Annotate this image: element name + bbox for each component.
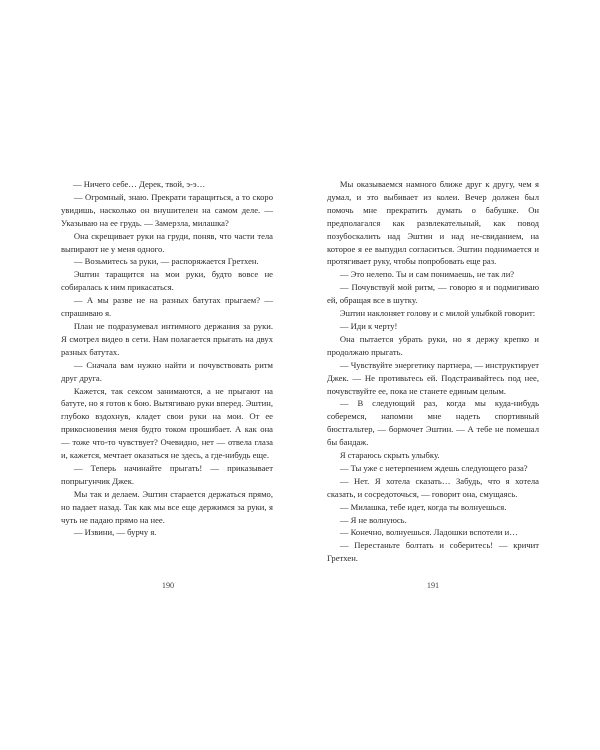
paragraph: — Нет. Я хотела сказать… Забудь, что я хотела сказать, и сосредоточься, — говорит она, смущаясь. <box>327 475 539 499</box>
paragraph: Я стараюсь скрыть улыбку. <box>339 450 440 461</box>
paragraph: Она пытается убрать руки, но я держу крепко и продолжаю прыгать. <box>327 333 539 357</box>
paragraph: — Ничего себе… Дерек, твой, э-э… <box>73 179 206 189</box>
paragraph: — Огромный, знаю. Прекрати таращиться, а то скоро увидишь, насколько он внушителен на самом деле. — Указываю на ее грудь. — Замерзла, милашка? <box>61 191 273 228</box>
paragraph: — Иди к черту! <box>339 320 398 331</box>
paragraph: Она скрещивает руки на груди, поняв, что части тела выпирают не у меня одного. <box>61 230 273 254</box>
left-page-number: 190 <box>161 581 175 590</box>
paragraph: — Возьмитесь за руки, — распоряжается Гретхен. <box>73 256 259 267</box>
paragraph: — Сначала вам нужно найти и почувствовать ритм друг друга. <box>61 359 273 383</box>
paragraph: — Милашка, тебе идет, когда ты волнуешься. <box>339 501 507 512</box>
paragraph: Эштин таращится на мои руки, будто вовсе не собиралась к ним прикасаться. <box>61 269 273 293</box>
paragraph: — Перестаньте болтать и соберитесь! — кричит Гретхен. <box>327 540 539 564</box>
paragraph: Кажется, так сексом занимаются, а не прыгают на батуте, но я готов к бою. Вытягиваю руки вперед. Эштин, глубоко вздохнув, кладет свои руки на мои. От ее прикосновения меня будто током прошибает. А как она — тоже что-то чувствует? Очевидно, нет — отвела глаза и, кажется, мечтает оказаться не здесь, а где-нибудь еще. <box>61 385 273 461</box>
right-page-number: 191 <box>426 581 440 590</box>
paragraph: Мы оказываемся намного ближе друг к другу, чем я думал, и это выбивает из колеи. Вечер должен был помочь мне прекратить думать о бабушке. Он предполагался как развлекательный, как повод позубоскалить над Эштин и над не-свиданием, на которое я ее выпудил согласиться. Эштин поднимается и протягивает руку, чтобы попробовать еще раз. <box>327 179 539 267</box>
paragraph: — Чувствуйте энергетику партнера, — инструктирует Джек. — Не противьтесь ей. Подстраивайтесь под нее, почувствуйте ее, пока не станете единым целым. <box>327 359 539 396</box>
right-page-text <box>327 178 539 565</box>
paragraph: — Теперь начинайте прыгать! — приказывает попрыгунчик Джек. <box>61 462 273 486</box>
paragraph: — Я не волнуюсь. <box>339 514 407 525</box>
paragraph: — Это нелепо. Ты и сам понимаешь, не так ли? <box>339 269 515 280</box>
paragraph: План не подразумевал интимного держания за руки. Я смотрел видео в сети. Нам полагается прыгать на двух разных батутах. <box>61 320 273 357</box>
left-page-text <box>61 178 273 539</box>
paragraph: — Конечно, волнуешься. Ладошки вспотели и… <box>339 527 518 538</box>
paragraph: — Ты уже с нетерпением ждешь следующего раза? <box>339 462 528 473</box>
paragraph: — В следующий раз, когда мы куда-нибудь соберемся, напомни мне надеть спортивный бюстгальтер, — бормочет Эштин. — А тебе не помешал бы бандаж. <box>327 398 539 448</box>
paragraph: — А мы разве не на разных батутах прыгаем? — спрашиваю я. <box>61 295 273 319</box>
paragraph: — Почувствуй мой ритм, — говорю я и подмигиваю ей, обращая все в шутку. <box>327 282 539 306</box>
paragraph: Эштин наклоняет голову и с милой улыбкой говорит: <box>339 308 536 319</box>
paragraph: — Извини, — бурчу я. <box>73 527 157 538</box>
paragraph: Мы так и делаем. Эштин старается держаться прямо, но падает назад. Так как мы все еще держимся за руки, я чуть не падаю прямо на нее. <box>61 488 273 525</box>
